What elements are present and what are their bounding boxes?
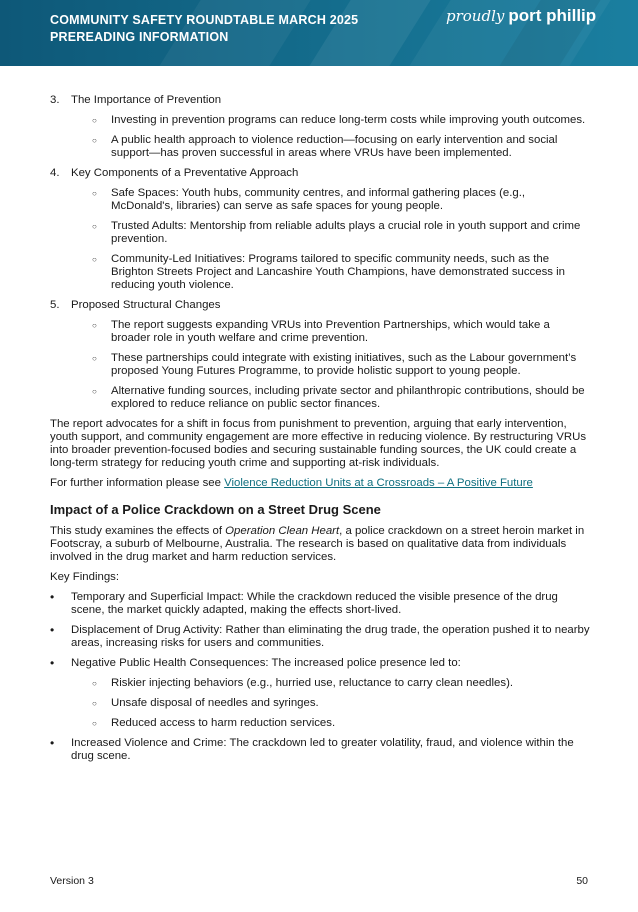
bullet-icon: • bbox=[50, 656, 55, 670]
header-title-line2: PREREADING INFORMATION bbox=[50, 30, 229, 44]
consequence-item: ○ Riskier injecting behaviors (e.g., hurried use, reluctance to carry clean needles). bbox=[92, 677, 514, 689]
circle-bullet-icon: ○ bbox=[92, 719, 97, 728]
footer-page-number: 50 bbox=[576, 875, 588, 887]
finding-item: • Displacement of Drug Activity: Rather than eliminating the drug trade, the operation pushed it to nearby areas, increasing risks for users and communities. bbox=[50, 623, 590, 649]
sub-list-item: ○ Community-Led Initiatives: Programs tailored to specific community needs, such as the Brighton Streets Project and Lancashire Youth Champions, have demonstrated success in reducing youth violence. bbox=[92, 253, 565, 291]
sub-list-item: ○ Investing in prevention programs can reduce long-term costs while improving youth outcomes. bbox=[92, 114, 586, 126]
sub-list-item: ○ Alternative funding sources, including private sector and philanthropic contributions, should be explored to reduce reliance on public sector finances. bbox=[92, 385, 585, 410]
circle-bullet-icon: ○ bbox=[92, 354, 97, 363]
logo-bold-text: port phillip bbox=[508, 6, 597, 25]
circle-bullet-icon: ○ bbox=[92, 222, 97, 231]
header-title bbox=[50, 12, 358, 46]
page-header bbox=[0, 0, 638, 66]
circle-bullet-icon: ○ bbox=[92, 116, 97, 125]
sub-list bbox=[92, 187, 590, 292]
item-label: Key Components of a Preventative Approach bbox=[71, 167, 299, 179]
numbered-item bbox=[50, 167, 590, 180]
consequence-item: ○ Unsafe disposal of needles and syringes. bbox=[92, 697, 319, 709]
sub-list-item: ○ These partnerships could integrate with existing initiatives, such as the Labour government’s proposed Young Futures Programme, to provide holistic support to young people. bbox=[92, 352, 577, 377]
item-label: Proposed Structural Changes bbox=[71, 299, 221, 311]
key-findings-label: Key Findings: bbox=[50, 571, 120, 583]
numbered-item bbox=[50, 94, 590, 107]
header-title-line1: COMMUNITY SAFETY ROUNDTABLE MARCH 2025 bbox=[50, 13, 359, 27]
consequence-item: ○ Reduced access to harm reduction services. bbox=[92, 717, 336, 729]
further-info-paragraph bbox=[50, 477, 590, 490]
item-number: 4. bbox=[50, 167, 60, 179]
finding-item: • Negative Public Health Consequences: The increased police presence led to: ○ Riskier injecting behaviors (e.g., hurried use, reluctance to carry clean needles). ○ Unsafe disposal of needles and syringes. ○ Reduced access to harm reduction services. bbox=[50, 657, 590, 730]
bullet-icon: • bbox=[50, 590, 55, 604]
numbered-item bbox=[50, 299, 590, 312]
circle-bullet-icon: ○ bbox=[92, 189, 97, 198]
operation-name: Operation Clean Heart bbox=[225, 525, 340, 537]
sub-list bbox=[92, 114, 590, 160]
item-number: 3. bbox=[50, 94, 60, 106]
document-body bbox=[50, 94, 590, 770]
further-info-link[interactable]: Violence Reduction Units at a Crossroads – A Positive Future bbox=[224, 477, 533, 489]
circle-bullet-icon: ○ bbox=[92, 699, 97, 708]
section-heading: Impact of a Police Crackdown on a Street Drug Scene bbox=[50, 502, 381, 517]
sub-list-item: ○ The report suggests expanding VRUs into Prevention Partnerships, which would take a broader role in youth welfare and crime prevention. bbox=[92, 319, 550, 344]
port-phillip-logo bbox=[446, 6, 596, 26]
item-label: The Importance of Prevention bbox=[71, 94, 222, 106]
sub-list-item: ○ Trusted Adults: Mentorship from reliable adults plays a crucial role in youth support and crime prevention. bbox=[92, 220, 581, 245]
logo-script-text: proudly bbox=[446, 7, 505, 25]
circle-bullet-icon: ○ bbox=[92, 255, 97, 264]
footer-version: Version 3 bbox=[50, 875, 94, 887]
circle-bullet-icon: ○ bbox=[92, 387, 97, 396]
bullet-icon: • bbox=[50, 623, 55, 637]
consequences-list bbox=[92, 677, 590, 730]
circle-bullet-icon: ○ bbox=[92, 321, 97, 330]
sub-list-item: ○ A public health approach to violence reduction—focusing on early intervention and social support—has proven successful in areas where VRUs have been implemented. bbox=[92, 134, 558, 159]
item-number: 5. bbox=[50, 299, 60, 311]
finding-item: • Increased Violence and Crime: The crackdown led to greater volatility, fraud, and violence within the drug scene. bbox=[50, 736, 574, 762]
further-info-prefix: For further information please see bbox=[50, 477, 225, 489]
bullet-icon: • bbox=[50, 736, 55, 750]
summary-paragraph: The report advocates for a shift in focus from punishment to prevention, arguing that early intervention, youth support, and community engagement are more effective in reducing violence. By restructuring VRUs into broader prevention-focused bodies and securing sustainable funding sources, the UK could create a long-term strategy for reducing youth crime and supporting at-risk individuals. bbox=[50, 418, 587, 469]
intro-paragraph: This study examines the effects of Operation Clean Heart, a police crackdown on a street heroin market in Footscray, a suburb of Melbourne, Australia. The research is based on qualitative data from individuals involved in the drug market and harm reduction services. bbox=[50, 525, 585, 563]
sub-list-item: ○ Safe Spaces: Youth hubs, community centres, and informal gathering places (e.g., McDonald's, libraries) can serve as safe spaces for young people. bbox=[92, 187, 526, 212]
circle-bullet-icon: ○ bbox=[92, 679, 97, 688]
finding-item: • Temporary and Superficial Impact: While the crackdown reduced the visible presence of the drug scene, the market quickly adapted, making the effects short-lived. bbox=[50, 590, 558, 616]
circle-bullet-icon: ○ bbox=[92, 136, 97, 145]
sub-list bbox=[92, 319, 590, 411]
